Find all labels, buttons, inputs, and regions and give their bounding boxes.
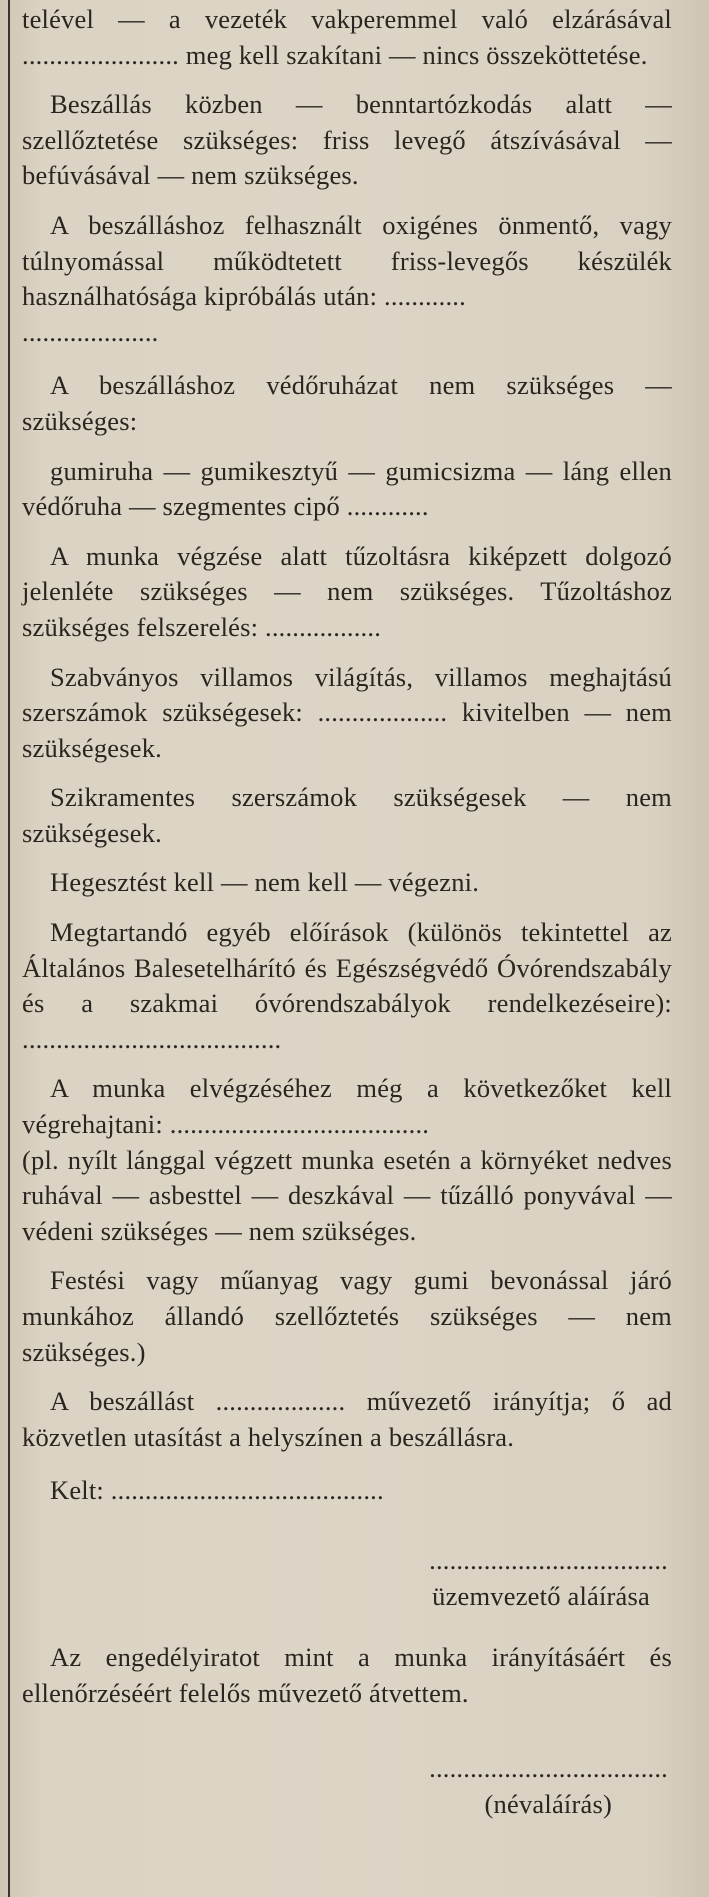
manager-signature-label: üzemvezető aláírása	[432, 1580, 650, 1611]
paragraph-ventilation: Beszállás közben — benntartózkodás alatt — szellőztetése szükséges: friss levegő átszívásával — befúvásával — nem szükséges.	[22, 89, 672, 191]
paragraph-firefighter: A munka végzése alatt tűzoltásra kiképzett dolgozó jelenléte szükséges — nem szükséges. Tűzoltáshoz szükséges felszerelés: .................	[22, 540, 672, 642]
paragraph-supervisor: A beszállást ................... művezető irányítja; ő ad közvetlen utasítást a helyszínen a beszállásra.	[22, 1386, 672, 1452]
paragraph-protective-clothing: A beszálláshoz védőruházat nem szükséges — szükséges:	[22, 370, 672, 436]
paragraph-additional-tasks: A munka elvégzéséhez még a következőket kell végrehajtani: ......................................	[22, 1073, 672, 1140]
paragraph-painting: Festési vagy műanyag vagy gumi bevonással járó munkához állandó szellőztetés szükséges — nem szükséges.)	[22, 1265, 672, 1367]
paragraph-breathing-apparatus: A beszálláshoz felhasznált oxigénes önmentő, vagy túlnyomással működtetett friss-levegős készülék használhatósága kipróbálás után: ............	[22, 209, 672, 312]
paragraph-clothing-items: gumiruha — gumikesztyű — gumicsizma — láng ellen védőruha — szegmentes cipő ............	[22, 455, 672, 522]
paragraph-spark-free-tools: Szikramentes szerszámok szükségesek — nem szükségesek.	[22, 782, 672, 848]
paragraph-closure: telével — a vezeték vakperemmel való elzárásával ....................... meg kell szakítani — nincs összeköttetése.	[22, 4, 672, 70]
left-margin-rule	[8, 0, 10, 1897]
paragraph-lighting: Szabványos villamos világítás, villamos meghajtású szerszámok szükségesek: ................... kivitelben — nem szükségesek.	[22, 661, 672, 763]
name-signature-label: (névaláírás)	[484, 1788, 612, 1819]
manager-signature-line: ...................................	[429, 1544, 668, 1575]
document-body	[22, 2, 672, 1823]
paragraph-other-rules: Megtartandó egyéb előírások (különös tekintettel az Általános Balesetelhárító és Egészségvédő Óvórendszabály és a szakmai óvórendszabályok rendelkezéseire): ......................................	[22, 917, 672, 1054]
paragraph-welding: Hegesztést kell — nem kell — végezni.	[50, 867, 480, 898]
paragraph-acknowledgement: Az engedélyiratot mint a munka irányításáért és ellenőrzéséért felelős művezető átvettem.	[22, 1642, 672, 1708]
paragraph-open-flame: (pl. nyílt lánggal végzett munka esetén a környéket nedves ruhával — asbesttel — deszkával — tűzálló ponyvával — védeni szükséges — nem szükséges.	[22, 1144, 672, 1246]
date-line: Kelt: ........................................	[50, 1475, 384, 1506]
name-signature-line: ...................................	[429, 1753, 668, 1784]
paragraph-dotted-line: ....................	[22, 316, 159, 347]
